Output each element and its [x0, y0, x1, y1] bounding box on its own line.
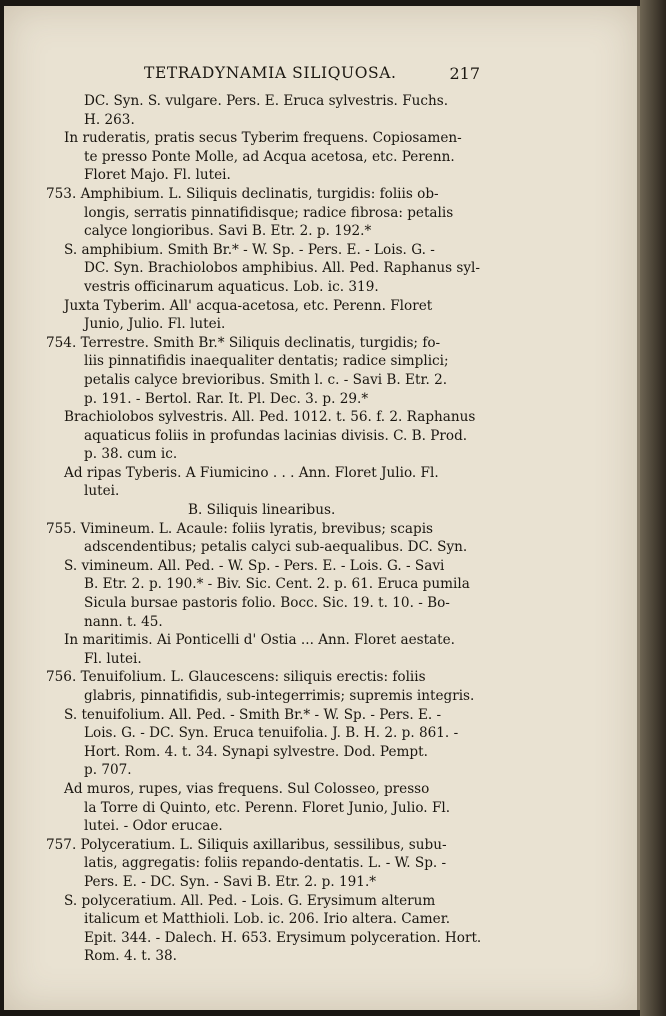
text-line: Juxta Tyberim. All' acqua-acetosa, etc. Perenn. Floret — [64, 297, 433, 314]
text-line: p. 707. — [84, 762, 132, 779]
text-line: liis pinnatifidis inaequaliter dentatis; radice simplici; — [84, 353, 449, 370]
text-line: In maritimis. Ai Ponticelli d' Ostia ... Ann. Floret aestate. — [64, 632, 455, 649]
text-line: Rom. 4. t. 38. — [84, 948, 177, 965]
text-line: H. 263. — [84, 111, 135, 128]
text-line: Ad ripas Tyberis. A Fiumicino . . . Ann. Floret Julio. Fl. — [64, 464, 439, 481]
text-line: adscendentibus; petalis calyci sub-aequalibus. DC. Syn. — [84, 539, 468, 556]
text-line: 753. Amphibium. L. Siliquis declinatis, turgidis: foliis ob- — [46, 185, 439, 202]
text-line: latis, aggregatis: foliis repando-dentatis. L. - W. Sp. - — [84, 855, 447, 872]
text-line: te presso Ponte Molle, ad Acqua acetosa, etc. Perenn. — [84, 148, 455, 165]
text-line: 756. Tenuifolium. L. Glaucescens: siliquis erectis: foliis — [46, 669, 426, 686]
text-line: p. 38. cum ic. — [84, 446, 178, 463]
text-line: Floret Majo. Fl. lutei. — [84, 167, 231, 184]
text-line: Junio, Julio. Fl. lutei. — [84, 316, 226, 333]
text-line: S. amphibium. Smith Br.* - W. Sp. - Pers. E. - Lois. G. - — [64, 241, 435, 258]
text-line: la Torre di Quinto, etc. Perenn. Floret Junio, Julio. Fl. — [84, 799, 451, 816]
text-line: In ruderatis, pratis secus Tyberim frequens. Copiosamen- — [64, 130, 462, 147]
running-title: TETRADYNAMIA SILIQUOSA. — [144, 64, 397, 82]
text-line: longis, serratis pinnatifidisque; radice fibrosa: petalis — [84, 204, 454, 221]
text-line: p. 191. - Bertol. Rar. It. Pl. Dec. 3. p. 29.* — [84, 390, 369, 407]
text-line: calyce longioribus. Savi B. Etr. 2. p. 192.* — [84, 223, 372, 240]
text-line: Pers. E. - DC. Syn. - Savi B. Etr. 2. p. 191.* — [84, 873, 377, 890]
text-line: petalis calyce brevioribus. Smith l. c. - Savi B. Etr. 2. — [84, 371, 448, 388]
text-line: lutei. — [84, 483, 120, 500]
text-line: lutei. - Odor erucae. — [84, 818, 223, 835]
text-line: B. Etr. 2. p. 190.* - Biv. Sic. Cent. 2. p. 61. Eruca pumila — [84, 576, 470, 593]
text-line: Ad muros, rupes, vias frequens. Sul Colosseo, presso — [64, 780, 430, 797]
text-line: italicum et Matthioli. Lob. ic. 206. Irio altera. Camer. — [84, 911, 451, 928]
text-line: Brachiolobos sylvestris. All. Ped. 1012. t. 56. f. 2. Raphanus — [64, 409, 476, 426]
page-number: 217 — [449, 64, 480, 83]
text-line: Fl. lutei. — [84, 650, 142, 667]
text-line: S. polyceratium. All. Ped. - Lois. G. Erysimum alterum — [64, 892, 436, 909]
text-line: S. vimineum. All. Ped. - W. Sp. - Pers. E. - Lois. G. - Savi — [64, 557, 445, 574]
body-text — [46, 92, 506, 966]
text-line: 755. Vimineum. L. Acaule: foliis lyratis, brevibus; scapis — [46, 520, 434, 537]
text-line: nann. t. 45. — [84, 613, 163, 630]
text-line: aquaticus foliis in profundas lacinias divisis. C. B. Prod. — [84, 427, 468, 444]
book-spine-edge — [640, 0, 666, 1016]
text-line: DC. Syn. Brachiolobos amphibius. All. Ped. Raphanus syl- — [84, 260, 480, 277]
text-line: S. tenuifolium. All. Ped. - Smith Br.* - W. Sp. - Pers. E. - — [64, 706, 442, 723]
text-line: glabris, pinnatifidis, sub-integerrimis; supremis integris. — [84, 688, 475, 704]
text-line: Lois. G. - DC. Syn. Eruca tenuifolia. J. B. H. 2. p. 861. - — [84, 725, 459, 742]
text-line: Hort. Rom. 4. t. 34. Synapi sylvestre. Dod. Pempt. — [84, 743, 428, 760]
text-line: Epit. 344. - Dalech. H. 653. Erysimum polyceration. Hort. — [84, 929, 482, 946]
text-line: DC. Syn. S. vulgare. Pers. E. Eruca sylvestris. Fuchs. — [84, 93, 449, 109]
page-header — [4, 64, 640, 90]
text-line: vestris officinarum aquaticus. Lob. ic. 319. — [84, 278, 379, 295]
text-line: Sicula bursae pastoris folio. Bocc. Sic. 19. t. 10. - Bo- — [84, 595, 450, 612]
text-line: B. Siliquis linearibus. — [188, 502, 336, 519]
text-line: 754. Terrestre. Smith Br.* Siliquis declinatis, turgidis; fo- — [46, 334, 441, 351]
book-page — [4, 6, 640, 1010]
text-line: 757. Polyceratium. L. Siliquis axillaribus, sessilibus, subu- — [46, 836, 447, 853]
